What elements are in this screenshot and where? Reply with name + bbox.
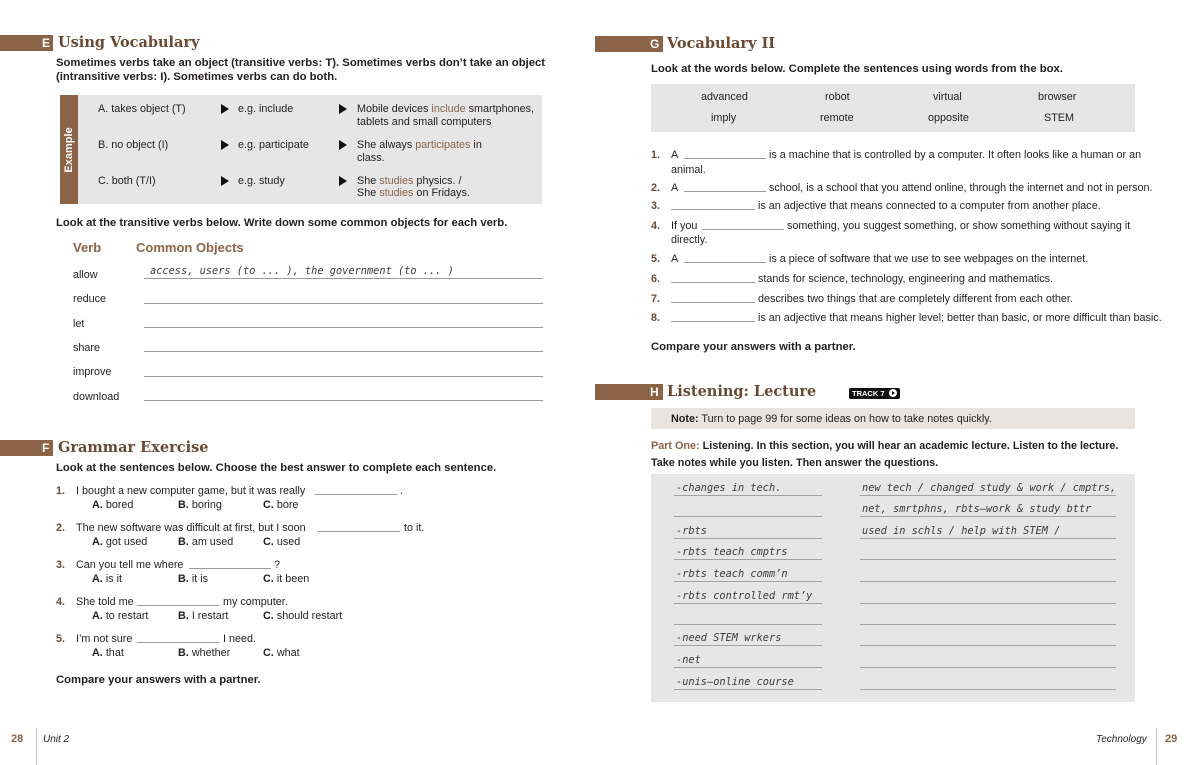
sentence-continuation: directly. [671, 234, 708, 246]
example-row-a-kind: A. takes object (T) [98, 103, 186, 115]
note-line[interactable] [860, 495, 1116, 496]
part-one-text-2: Take notes while you listen. Then answer the questions. [651, 457, 939, 469]
verb-label: download [73, 391, 120, 403]
verb-label: allow [73, 269, 98, 281]
option-a[interactable]: A. bored [92, 499, 134, 511]
question-number: 3. [651, 200, 661, 212]
word-box-item: remote [820, 112, 854, 124]
question-number: 2. [651, 182, 661, 194]
column-objects-header: Common Objects [136, 240, 244, 255]
note-left: -need STEM wrkers [676, 632, 782, 644]
example-label: Example [63, 127, 75, 173]
part-one-text: Part One: Listening. In this section, you will hear an academic lecture. Listen to the lecture. [651, 440, 1119, 452]
question-number: 6. [651, 273, 661, 285]
section-f-letter: F [42, 441, 50, 455]
sentence-rest: is an adjective that means connected to a computer from another place. [758, 200, 1101, 212]
sentence-continuation: animal. [671, 164, 706, 176]
question-text-end: . [400, 485, 403, 497]
note-line[interactable] [674, 667, 822, 668]
note-line[interactable] [860, 603, 1116, 604]
note-left: -unis—online course [676, 676, 794, 688]
question-text: I’m not sure [76, 633, 133, 645]
arrow-right-icon [221, 140, 229, 150]
note-line[interactable] [674, 538, 822, 539]
answer-blank[interactable] [318, 531, 400, 532]
answer-blank[interactable] [702, 229, 784, 230]
section-f-instruction: Look at the sentences below. Choose the best answer to complete each sentence. [56, 462, 497, 474]
example-row-a-sentence: Mobile devices include smartphones, tablets and small computers [357, 103, 535, 128]
objects-line[interactable] [144, 303, 543, 304]
example-row-b-sentence: She always participates in class. [357, 139, 482, 164]
example-row-c-sentence: She studies physics. / [357, 175, 462, 187]
sentence-start: A [671, 253, 679, 265]
objects-line[interactable] [144, 327, 543, 328]
note-line[interactable] [860, 538, 1116, 539]
note-line[interactable] [674, 603, 822, 604]
example-row-c-sentence-2: She studies on Fridays. [357, 187, 470, 199]
section-h-title: Listening: Lecture [667, 383, 817, 400]
section-e-instruction-2: Look at the transitive verbs below. Write down some common objects for each verb. [56, 217, 508, 229]
note-line[interactable] [860, 559, 1116, 560]
verb-label: share [73, 342, 101, 354]
sentence-rest: describes two things that are completely different from each other. [758, 293, 1073, 305]
option-c[interactable]: C. bore [263, 499, 299, 511]
option-b[interactable]: B. boring [178, 499, 222, 511]
objects-line[interactable] [144, 376, 543, 377]
option-c[interactable]: C. what [263, 647, 300, 659]
answer-blank[interactable] [189, 568, 271, 569]
example-row-c-kind: C. both (T/I) [98, 175, 156, 187]
note-line[interactable] [860, 645, 1116, 646]
section-e-intro: Sometimes verbs take an object (transitive verbs: T). Sometimes verbs don’t take an object (intransitive verbs: I). Sometimes verbs can do both. [56, 57, 546, 83]
objects-line[interactable] [144, 351, 543, 352]
question-text: I bought a new computer game, but it was really [76, 485, 306, 497]
left-unit-label: Unit 2 [43, 734, 70, 745]
sentence-start: A [671, 149, 679, 161]
option-a[interactable]: A. that [92, 647, 124, 659]
question-text: She told me [76, 596, 134, 608]
note-right: used in schls / help with STEM / [862, 525, 1061, 537]
answer-blank[interactable] [671, 302, 755, 303]
section-h-letter: H [650, 385, 659, 399]
question-text-end: to it. [404, 522, 425, 534]
question-text-end: my computer. [223, 596, 288, 608]
answer-blank[interactable] [671, 209, 755, 210]
note-left: -rbts [676, 525, 707, 537]
sentence-start: If you [671, 220, 698, 232]
section-g-title: Vocabulary II [667, 35, 776, 52]
word-box-item: browser [1038, 91, 1077, 103]
option-c[interactable]: C. it been [263, 573, 310, 585]
note-left: -rbts teach cmptrs [676, 546, 788, 558]
answer-blank[interactable] [671, 282, 755, 283]
note-line[interactable] [674, 559, 822, 560]
section-g-letter: G [650, 37, 660, 51]
option-b[interactable]: B. I restart [178, 610, 229, 622]
question-text: The new software was difficult at first, but I soon [76, 522, 306, 534]
section-g-compare: Compare your answers with a partner. [651, 341, 856, 353]
note-line[interactable] [860, 624, 1116, 625]
note-left: -rbts teach comm’n [676, 568, 788, 580]
note-line[interactable] [860, 516, 1116, 517]
note-line[interactable] [674, 495, 822, 496]
arrow-right-icon [221, 104, 229, 114]
section-g-instruction: Look at the words below. Complete the sentences using words from the box. [651, 63, 1063, 75]
footer-divider [1156, 728, 1157, 765]
footer-divider [36, 728, 37, 765]
arrow-right-icon [339, 176, 347, 186]
note-left: -changes in tech. [676, 482, 782, 494]
question-number: 1. [651, 149, 661, 161]
word-box-item: virtual [933, 91, 962, 103]
answer-blank[interactable] [684, 262, 766, 263]
question-number: 5. [56, 633, 66, 645]
objects-line[interactable] [144, 278, 543, 279]
play-icon [889, 389, 897, 397]
objects-answer[interactable]: access, users (to ... ), the government (to ... ) [150, 265, 454, 277]
option-a[interactable]: A. got used [92, 536, 148, 548]
answer-blank[interactable] [315, 494, 397, 495]
track-label: TRACK 7 [852, 389, 885, 398]
option-a[interactable]: A. is it [92, 573, 123, 585]
answer-blank[interactable] [137, 605, 219, 606]
word-box-item: robot [825, 91, 850, 103]
right-topic-label: Technology [1096, 734, 1147, 745]
question-number: 3. [56, 559, 66, 571]
question-number: 1. [56, 485, 66, 497]
answer-blank[interactable] [684, 191, 766, 192]
right-page-number: 29 [1165, 733, 1178, 745]
left-page-number: 28 [11, 733, 24, 745]
note-line[interactable] [860, 581, 1116, 582]
example-row-c-eg: e.g. study [238, 175, 285, 187]
note-right: net, smrtphns, rbts—work & study bttr [862, 503, 1092, 515]
option-c[interactable]: C. used [263, 536, 301, 548]
note-line[interactable] [674, 581, 822, 582]
note-line[interactable] [674, 624, 822, 625]
verb-label: let [73, 318, 85, 330]
section-f-compare: Compare your answers with a partner. [56, 674, 261, 686]
objects-line[interactable] [144, 400, 543, 401]
sentence-rest: stands for science, technology, engineering and mathematics. [758, 273, 1054, 285]
verb-label: reduce [73, 293, 107, 305]
word-box-item: opposite [928, 112, 969, 124]
sentence-rest: is an adjective that means higher level; better than basic, or more difficult than basic. [758, 312, 1162, 324]
question-number: 2. [56, 522, 66, 534]
answer-blank[interactable] [137, 642, 219, 643]
sentence-rest: school, is a school that you attend online, through the internet and not in person. [769, 182, 1153, 194]
verb-label: improve [73, 366, 112, 378]
column-verb-header: Verb [73, 240, 102, 255]
example-row-a-eg: e.g. include [238, 103, 294, 115]
track-badge[interactable] [849, 388, 900, 399]
section-f-title: Grammar Exercise [58, 439, 209, 456]
arrow-right-icon [221, 176, 229, 186]
word-box-item: advanced [701, 91, 748, 103]
note-line[interactable] [674, 645, 822, 646]
arrow-right-icon [339, 104, 347, 114]
question-text-end: I need. [223, 633, 257, 645]
example-row-b-eg: e.g. participate [238, 139, 309, 151]
example-row-b-kind: B. no object (I) [98, 139, 169, 151]
question-text-end: ? [274, 559, 281, 571]
note-right: new tech / changed study & work / cmptrs, [862, 482, 1117, 494]
note-left: -net [676, 654, 701, 666]
question-number: 4. [56, 596, 66, 608]
sentence-start: A [671, 182, 679, 194]
option-a[interactable]: A. to restart [92, 610, 149, 622]
note-line[interactable] [860, 689, 1116, 690]
answer-blank[interactable] [671, 321, 755, 322]
answer-blank[interactable] [684, 158, 766, 159]
word-box-item: STEM [1044, 112, 1074, 124]
option-b[interactable]: B. whether [178, 647, 231, 659]
option-b[interactable]: B. it is [178, 573, 209, 585]
arrow-right-icon [339, 140, 347, 150]
question-number: 7. [651, 293, 661, 305]
section-e-title: Using Vocabulary [58, 34, 200, 51]
section-e-letter: E [42, 36, 51, 50]
note-line[interactable] [860, 667, 1116, 668]
note-text: Note: Turn to page 99 for some ideas on how to take notes quickly. [671, 413, 992, 425]
word-box-item: imply [711, 112, 737, 124]
sentence-rest: something, you suggest something, or show something without saying it [787, 220, 1131, 232]
question-number: 4. [651, 220, 661, 232]
question-number: 8. [651, 312, 661, 324]
sentence-rest: is a piece of software that we use to see webpages on the internet. [769, 253, 1089, 265]
option-c[interactable]: C. should restart [263, 610, 343, 622]
question-text: Can you tell me where [76, 559, 184, 571]
option-b[interactable]: B. am used [178, 536, 234, 548]
note-line[interactable] [674, 516, 822, 517]
note-line[interactable] [674, 689, 822, 690]
question-number: 5. [651, 253, 661, 265]
note-left: -rbts controlled rmt’y [676, 590, 813, 602]
sentence-rest: is a machine that is controlled by a computer. It often looks like a human or an [769, 149, 1142, 161]
